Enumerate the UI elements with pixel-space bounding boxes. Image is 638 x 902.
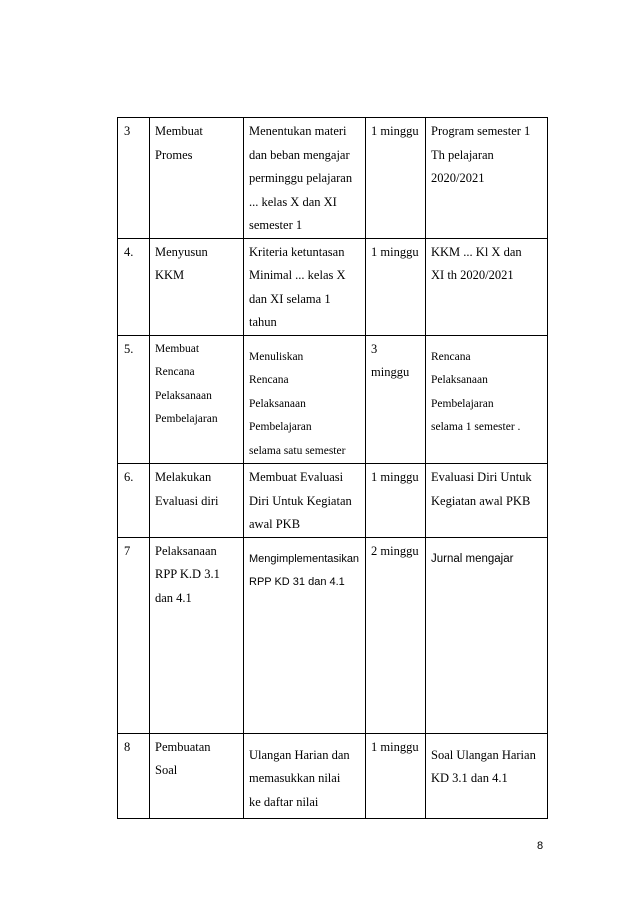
page-number: 8	[537, 840, 544, 852]
description-cell: Menuliskan Rencana Pelaksanaan Pembelajaran selama satu semester	[244, 335, 366, 464]
activity-cell: Membuat Promes	[150, 118, 244, 239]
activity-cell: Melakukan Evaluasi diri	[150, 464, 244, 538]
description-cell: Mengimplementasikan RPP KD 31 dan 4.1	[244, 537, 366, 733]
output-cell: KKM ... Kl X dan XI th 2020/2021	[426, 238, 548, 335]
row-number: 4.	[118, 238, 150, 335]
table-row	[118, 464, 548, 538]
table-row	[118, 118, 548, 239]
row-number: 7	[118, 537, 150, 733]
duration-cell: 3 minggu	[366, 335, 426, 464]
row-number: 6.	[118, 464, 150, 538]
duration-cell: 1 minggu	[366, 238, 426, 335]
activity-cell: Pembuatan Soal	[150, 733, 244, 818]
row-number: 8	[118, 733, 150, 818]
row-number: 5.	[118, 335, 150, 464]
description-cell: Kriteria ketuntasan Minimal ... kelas X dan XI selama 1 tahun	[244, 238, 366, 335]
duration-cell: 1 minggu	[366, 464, 426, 538]
duration-cell: 2 minggu	[366, 537, 426, 733]
description-cell: Ulangan Harian dan memasukkan nilai ke daftar nilai	[244, 733, 366, 818]
row-number: 3	[118, 118, 150, 239]
table-row	[118, 733, 548, 818]
table-row	[118, 335, 548, 464]
table-row	[118, 537, 548, 733]
duration-cell: 1 minggu	[366, 118, 426, 239]
output-cell: Program semester 1 Th pelajaran 2020/2021	[426, 118, 548, 239]
output-cell: Evaluasi Diri Untuk Kegiatan awal PKB	[426, 464, 548, 538]
output-cell: Soal Ulangan Harian KD 3.1 dan 4.1	[426, 733, 548, 818]
description-cell: Menentukan materi dan beban mengajar perminggu pelajaran ... kelas X dan XI semester 1	[244, 118, 366, 239]
output-cell: Jurnal mengajar	[426, 537, 548, 733]
activity-cell: Menyusun KKM	[150, 238, 244, 335]
output-cell: Rencana Pelaksanaan Pembelajaran selama 1 semester .	[426, 335, 548, 464]
activity-cell: Membuat Rencana Pelaksanaan Pembelajaran	[150, 335, 244, 464]
description-cell: Membuat Evaluasi Diri Untuk Kegiatan awal PKB	[244, 464, 366, 538]
duration-cell: 1 minggu	[366, 733, 426, 818]
table-row	[118, 238, 548, 335]
activity-cell: Pelaksanaan RPP K.D 3.1 dan 4.1	[150, 537, 244, 733]
activity-table	[117, 117, 548, 819]
